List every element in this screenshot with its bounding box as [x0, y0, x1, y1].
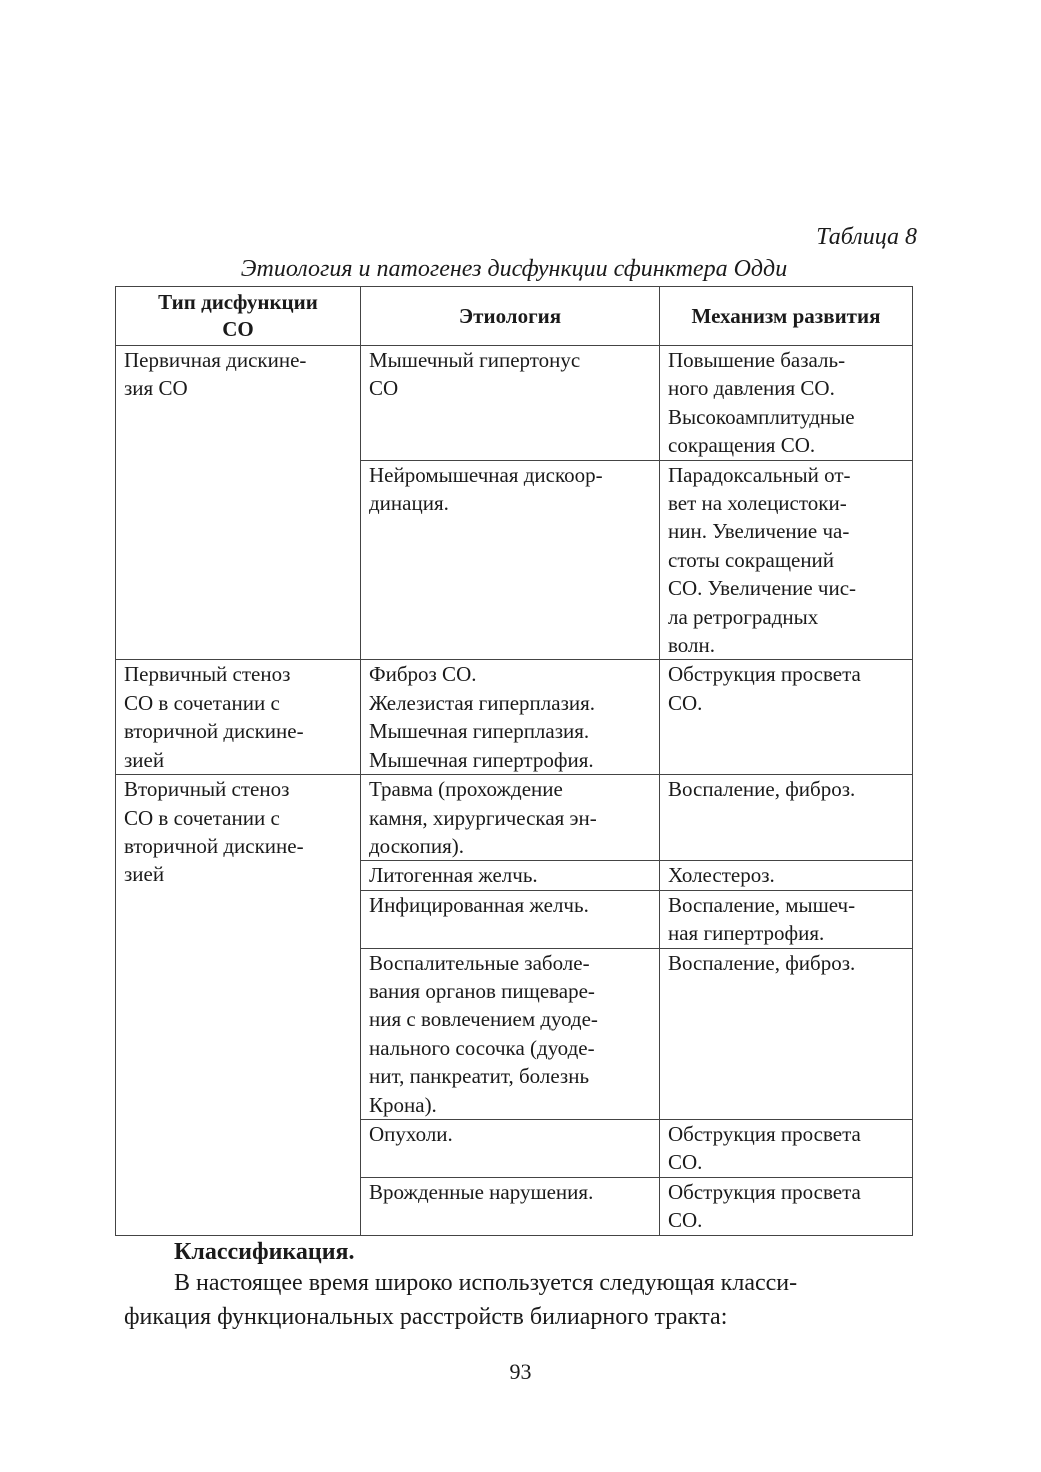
mechanism-cell: Воспаление, фиброз.	[660, 948, 913, 1119]
table-label: Таблица 8	[816, 224, 917, 250]
mechanism-cell: Парадоксальный от- вет на холецистоки- нин. Увеличение ча- стоты сокращений СО. Увеличение чис- ла ретроградных волн.	[660, 460, 913, 660]
mechanism-cell: Повышение базаль- ного давления СО. Высокоамплитудные сокращения СО.	[660, 346, 913, 461]
mechanism-cell: Воспаление, фиброз.	[660, 775, 913, 861]
mechanism-cell: Обструкция просвета СО.	[660, 1119, 913, 1177]
etiology-cell: Мышечный гипертонус СО	[361, 346, 660, 461]
body-paragraph	[124, 1266, 916, 1334]
mechanism-cell: Воспаление, мышеч- ная гипертрофия.	[660, 890, 913, 948]
dysfunction-type-cell: Первичный стеноз СО в сочетании с вторичной дискине- зией	[116, 660, 361, 775]
table-row	[116, 775, 913, 861]
section-heading: Классификация.	[174, 1239, 355, 1265]
etiology-cell: Инфицированная желчь.	[361, 890, 660, 948]
column-header-type: Тип дисфункции СО	[116, 287, 361, 346]
etiology-cell: Опухоли.	[361, 1119, 660, 1177]
table-row	[116, 346, 913, 461]
table-header-row	[116, 287, 913, 346]
column-header-mechanism: Механизм развития	[660, 287, 913, 346]
dysfunction-type-cell: Вторичный стеноз СО в сочетании с вторичной дискине- зией	[116, 775, 361, 1236]
mechanism-cell: Холестероз.	[660, 861, 913, 890]
etiology-cell: Фиброз СО. Железистая гиперплазия. Мышечная гиперплазия. Мышечная гипертрофия.	[361, 660, 660, 775]
mechanism-cell: Обструкция просвета СО.	[660, 660, 913, 775]
paragraph-line: фикация функциональных расстройств билиарного тракта:	[124, 1304, 728, 1330]
paragraph-line: В настоящее время широко используется следующая класси-	[174, 1270, 798, 1296]
etiology-cell: Воспалительные заболе- вания органов пищеваре- ния с вовлечением дуоде- нального сосочка (дуоде- нит, панкреатит, болезнь Крона).	[361, 948, 660, 1119]
etiology-cell: Травма (прохождение камня, хирургическая эн- доскопия).	[361, 775, 660, 861]
dysfunction-type-cell: Первичная дискине- зия СО	[116, 346, 361, 660]
etiology-cell: Нейромышечная дискоор- динация.	[361, 460, 660, 660]
table-row	[116, 660, 913, 775]
etiology-cell: Литогенная желчь.	[361, 861, 660, 890]
etiology-cell: Врожденные нарушения.	[361, 1177, 660, 1235]
column-header-etiology: Этиология	[361, 287, 660, 346]
etiology-table	[115, 286, 913, 1236]
mechanism-cell: Обструкция просвета СО.	[660, 1177, 913, 1235]
table-title: Этиология и патогенез дисфункции сфинктера Одди	[240, 256, 788, 282]
page-number: 93	[509, 1359, 532, 1384]
